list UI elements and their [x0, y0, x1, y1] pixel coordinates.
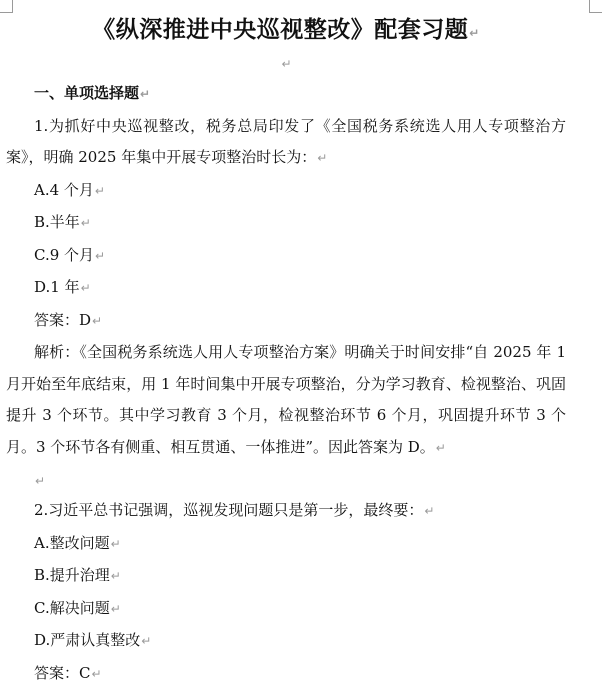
paragraph-mark-icon: ↵ — [95, 184, 105, 198]
empty-paragraph — [6, 464, 566, 495]
paragraph-mark-icon: ↵ — [91, 667, 101, 681]
question-1-option-b: B.半年↵ — [6, 207, 566, 240]
paragraph-mark-icon: ↵ — [92, 314, 102, 328]
question-1-option-d: D.1 年↵ — [6, 272, 566, 305]
question-1-answer: 答案：D↵ — [6, 305, 566, 338]
question-1-stem: 1.为抓好中央巡视整改，税务总局印发了《全国税务系统选人用人专项整治方案》，明确 2025 年集中开展专项整治时长为：↵ — [6, 111, 566, 175]
question-2-option-a: A.整改问题↵ — [6, 528, 566, 561]
paragraph-mark-icon: ↵ — [81, 281, 91, 295]
question-1-option-c: C.9 个月↵ — [6, 240, 566, 273]
empty-paragraph — [6, 50, 566, 76]
paragraph-mark-icon: ↵ — [436, 441, 446, 455]
question-2-answer: 答案：C↵ — [6, 658, 566, 690]
document-page[interactable] — [6, 10, 566, 690]
paragraph-mark-icon: ↵ — [469, 26, 480, 40]
question-2-option-b: B.提升治理↵ — [6, 560, 566, 593]
document-title: 《纵深推进中央巡视整改》配套习题↵ — [6, 10, 566, 50]
question-2-option-c: C.解决问题↵ — [6, 593, 566, 626]
paragraph-mark-icon: ↵ — [111, 569, 121, 583]
question-1-analysis: 解析：《全国税务系统选人用人专项整治方案》明确关于时间安排“自 2025 年 1 月开始至年底结束，用 1 年时间集中开展专项整治，分为学习教育、检视整治、巩固提升 3 个环节。其中学习教育 3 个月，检视整治环节 6 个月，巩固提升环节 3 个月。3 个环节各有侧重、相互贯通、一体推进”。因此答案为 D。↵ — [6, 337, 566, 464]
question-2-stem: 2.习近平总书记强调，巡视发现问题只是第一步，最终要：↵ — [6, 495, 566, 528]
question-2-option-d: D.严肃认真整改↵ — [6, 625, 566, 658]
paragraph-mark-icon: ↵ — [35, 474, 45, 488]
paragraph-mark-icon: ↵ — [281, 57, 291, 71]
paragraph-mark-icon: ↵ — [424, 504, 434, 518]
paragraph-mark-icon: ↵ — [141, 634, 151, 648]
paragraph-mark-icon: ↵ — [111, 602, 121, 616]
paragraph-mark-icon: ↵ — [81, 216, 91, 230]
paragraph-mark-icon: ↵ — [111, 537, 121, 551]
paragraph-mark-icon: ↵ — [317, 151, 327, 165]
question-1-option-a: A.4 个月↵ — [6, 175, 566, 208]
paragraph-mark-icon: ↵ — [95, 249, 105, 263]
section-heading: 一、单项选择题↵ — [6, 78, 566, 111]
page-corner-mark-right — [589, 0, 602, 13]
paragraph-mark-icon: ↵ — [140, 87, 150, 101]
